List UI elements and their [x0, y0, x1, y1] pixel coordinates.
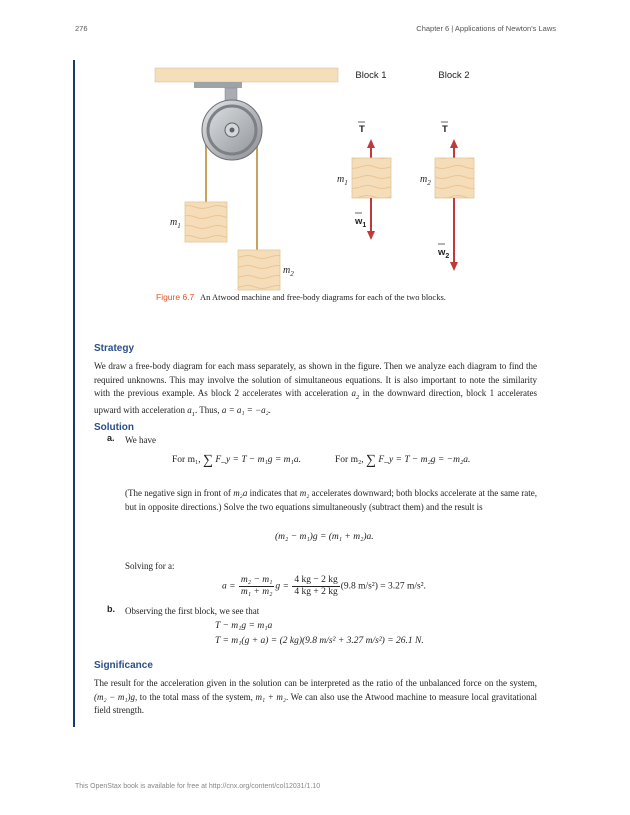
- strategy-paragraph: We draw a free-body diagram for each mass separately, as shown in the figure. Then we analyze each diagram to find the required unknowns. This may involve the solution of simultaneous equations. It is also important to note the similarity with the previous example. As block 2 accelerates with acceleration $a_2$ in the downward direction, block 1 accelerates upward with acceleration $a_1$. Thus, a = a₁ = −a₂.: [94, 361, 538, 419]
- fbd2-block: [435, 158, 474, 198]
- fbd2-mass-label: $m_2$: [420, 174, 431, 187]
- label-m2-machine: $m_2$: [283, 265, 294, 278]
- atwood-figure: [150, 62, 490, 292]
- significance-paragraph: The result for the acceleration given in the solution can be interpreted as the ratio of the unbalanced force on the system, (m₂ − m₁)g, to the total mass of the system, m₁ + m₂. We can also use the Atwood machine to measure local gravitational field strength.: [94, 678, 538, 715]
- fbd2-weight-label: $w_2$: [438, 247, 450, 260]
- eq-thus: a = a₁ = −a₂.: [221, 405, 272, 416]
- example-sidebar-bar: [73, 60, 75, 727]
- equation-b1: T − m₁g = m₁a: [215, 621, 273, 631]
- negative-sign-note: (The negative sign in front of m₂a indicates that m₂ accelerates downward; both blocks accelerate at the same rate, but in opposite directions.) Solve the two equations simultaneously (subtract them) and the result is: [125, 488, 538, 512]
- strategy-heading: Strategy: [94, 343, 135, 354]
- equation-for-m2: For m₂, ∑ F_y = T − m₂g = −m₂a.: [335, 453, 471, 468]
- block2-title: Block 2: [438, 70, 470, 81]
- block-m1: [185, 202, 227, 242]
- fbd1-mass-label: $m_1$: [337, 174, 348, 187]
- item-b-label: b.: [107, 604, 115, 614]
- fbd2-tension-label: T: [442, 124, 448, 135]
- symbol-a2: $a_2$: [351, 388, 360, 401]
- solution-heading: Solution: [94, 422, 134, 433]
- block1-title: Block 1: [355, 70, 387, 81]
- symbol-a1: $a_1$: [187, 405, 195, 419]
- equation-for-m1: For m₁, ∑ F_y = T − m₁g = m₁a.: [172, 453, 301, 468]
- chapter-header: Chapter 6 | Applications of Newton's Laws: [416, 24, 556, 33]
- solving-for-a: Solving for a:: [125, 561, 175, 571]
- figure-number: Figure 6.7: [156, 292, 195, 302]
- pulley-mount-plate: [194, 82, 242, 88]
- footer-availability: This OpenStax book is available for free at http://cnx.org/content/col12031/1.10: [75, 783, 321, 790]
- equation-b2: T = m₁(g + a) = (2 kg)(9.8 m/s² + 3.27 m/s²) = 26.1 N.: [215, 636, 424, 646]
- block-m2: [238, 250, 280, 290]
- significance-heading: Significance: [94, 660, 153, 671]
- fbd1-tension-label: T: [359, 124, 365, 135]
- figure-caption: [156, 292, 456, 303]
- figure-caption-text: An Atwood machine and free-body diagrams for each of the two blocks.: [199, 292, 446, 302]
- ceiling: [155, 68, 338, 82]
- equation-acceleration: a = $\frac{\text{m₂ − m₁}}{\text{m₁ + m₂}}$ g = $\frac{4 kg - 2 kg}{4 kg + 2 kg}$ (9.8 m/s²) = 3.27 m/s².: [222, 575, 426, 597]
- item-b-intro: Observing the first block, we see that: [125, 606, 260, 616]
- fbd1-weight-label: $w_1$: [355, 216, 367, 229]
- page-number: 276: [75, 24, 88, 33]
- item-a-intro: We have: [125, 435, 157, 445]
- equation-simultaneous: (m₂ − m₁)g = (m₁ + m₂)a.: [275, 532, 374, 542]
- label-m1-machine: $m_1$: [170, 217, 181, 230]
- item-a-label: a.: [107, 433, 115, 443]
- pulley-axle: [230, 128, 235, 133]
- fbd1-block: [352, 158, 391, 198]
